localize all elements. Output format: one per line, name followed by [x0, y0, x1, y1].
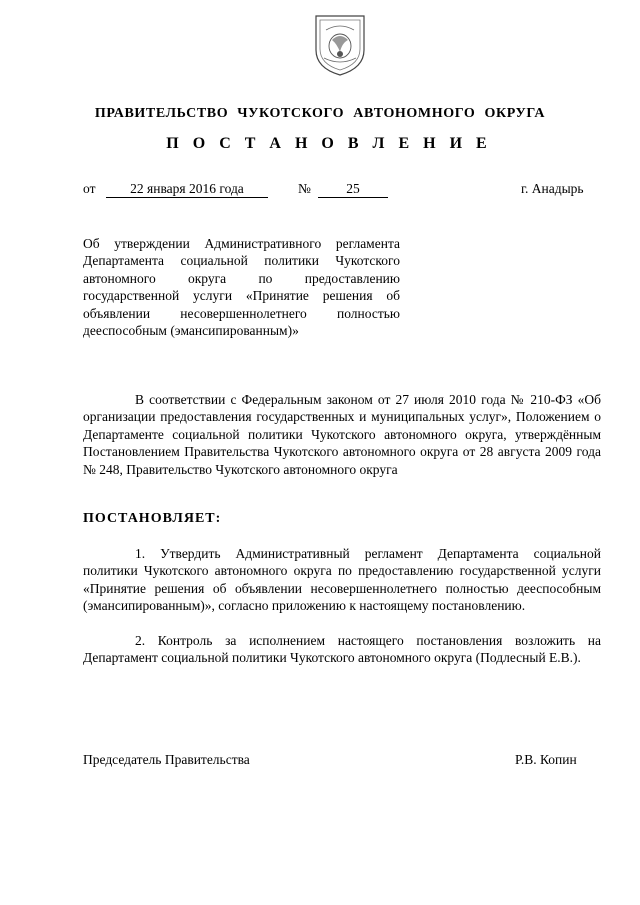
number-value: 25 [318, 181, 388, 198]
coat-of-arms-icon [312, 12, 368, 78]
document-subject: Об утверждении Административного регламента Департамента социальной политики Чукотского автономного округа по предоставлению государственной услуги «Принятие решения об объявлении несовершеннолетнего полностью дееспособным (эмансипированным)» [83, 236, 400, 339]
decree-word: ПОСТАНОВЛЯЕТ: [83, 511, 222, 526]
decree-item-2: 2. Контроль за исполнением настоящего постановления возложить на Департамент социальной политики Чукотского автономного округа (Подлесный Е.В.). [83, 633, 601, 666]
org-title: ПРАВИТЕЛЬСТВО ЧУКОТСКОГО АВТОНОМНОГО ОКРУГА [94, 106, 546, 121]
decree-item-1: 1. Утвердить Административный регламент Департамента социальной политики Чукотского автономного округа по предоставлению государственной услуги «Принятие решения об объявлении несовершеннолетнего полностью дееспособным (эмансипированным)», согласно приложению к настоящему постановлению. [83, 546, 601, 614]
city: г. Анадырь [521, 181, 584, 196]
document-type: П О С Т А Н О В Л Е Н И Е [166, 135, 492, 152]
date-value: 22 января 2016 года [106, 181, 268, 198]
date-prefix: от [83, 181, 96, 196]
preamble: В соответствии с Федеральным законом от 27 июля 2010 года № 210-ФЗ «Об организации предоставления государственных и муниципальных услуг», Положением о Департаменте социальной политики Чукотского автономного округа, утверждённым Постановлением Правительства Чукотского автономного округа от 28 августа 2009 года № 248, Правительство Чукотского автономного округа [83, 392, 601, 477]
number-label: № [298, 181, 311, 196]
signatory-position: Председатель Правительства [83, 752, 250, 767]
signatory-name: Р.В. Копин [515, 752, 577, 767]
